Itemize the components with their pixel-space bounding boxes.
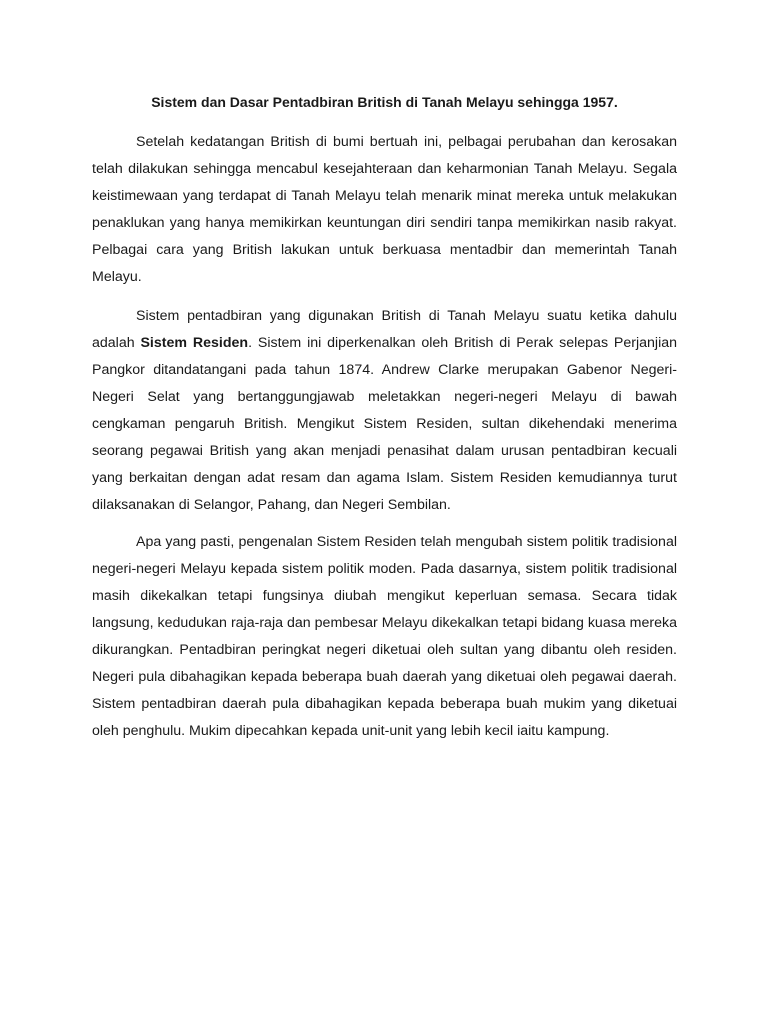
paragraph-text-before: Sistem pentadbiran yang digunakan British di Tanah Melayu suatu ketika dahulu adalah (92, 308, 677, 351)
paragraph-pengenalan: Apa yang pasti, pengenalan Sistem Residen telah mengubah sistem politik tradisional negeri-negeri Melayu kepada sistem politik moden. Pada dasarnya, sistem politik tradisional masih dikekalkan tetapi fungsinya diubah mengikut keperluan semasa. Secara tidak langsung, kedudukan raja-raja dan pembesar Melayu dikekalkan tetapi bidang kuasa mereka dikurangkan. Pentadbiran peringkat negeri diketuai oleh sultan yang dibantu oleh residen. Negeri pula dibahagikan kepada beberapa buah daerah yang diketuai oleh pegawai daerah. Sistem pentadbiran daerah pula dibahagikan kepada beberapa buah mukim yang diketuai oleh penghulu. Mukim dipecahkan kepada unit-unit yang lebih kecil iaitu kampung. (92, 534, 677, 739)
paragraph-text-after: . Sistem ini diperkenalkan oleh British di Perak selepas Perjanjian Pangkor ditandatangani pada tahun 1874. Andrew Clarke merupakan Gabenor Negeri-Negeri Selat yang bertanggungjawab meletakkan negeri-negeri Melayu di bawah cengkaman pengaruh British. Mengikut Sistem Residen, sultan dikehendaki menerima seorang pegawai British yang akan menjadi penasihat dalam urusan pentadbiran kecuali yang berkaitan dengan adat resam dan agama Islam. Sistem Residen kemudiannya turut dilaksanakan di Selangor, Pahang, dan Negeri Sembilan. (92, 335, 677, 513)
paragraph-intro: Setelah kedatangan British di bumi bertuah ini, pelbagai perubahan dan kerosakan telah dilakukan sehingga mencabul kesejahteraan dan keharmonian Tanah Melayu. Segala keistimewaan yang terdapat di Tanah Melayu telah menarik minat mereka untuk melakukan penaklukan yang hanya memikirkan keuntungan diri sendiri tanpa memikirkan nasib rakyat. Pelbagai cara yang British lakukan untuk berkuasa mentadbir dan memerintah Tanah Melayu. (92, 134, 677, 285)
bold-term-sistem-residen: Sistem Residen (140, 335, 249, 351)
document-title: Sistem dan Dasar Pentadbiran British di Tanah Melayu sehingga 1957. (151, 94, 618, 110)
paragraph-sistem-residen (92, 303, 677, 519)
